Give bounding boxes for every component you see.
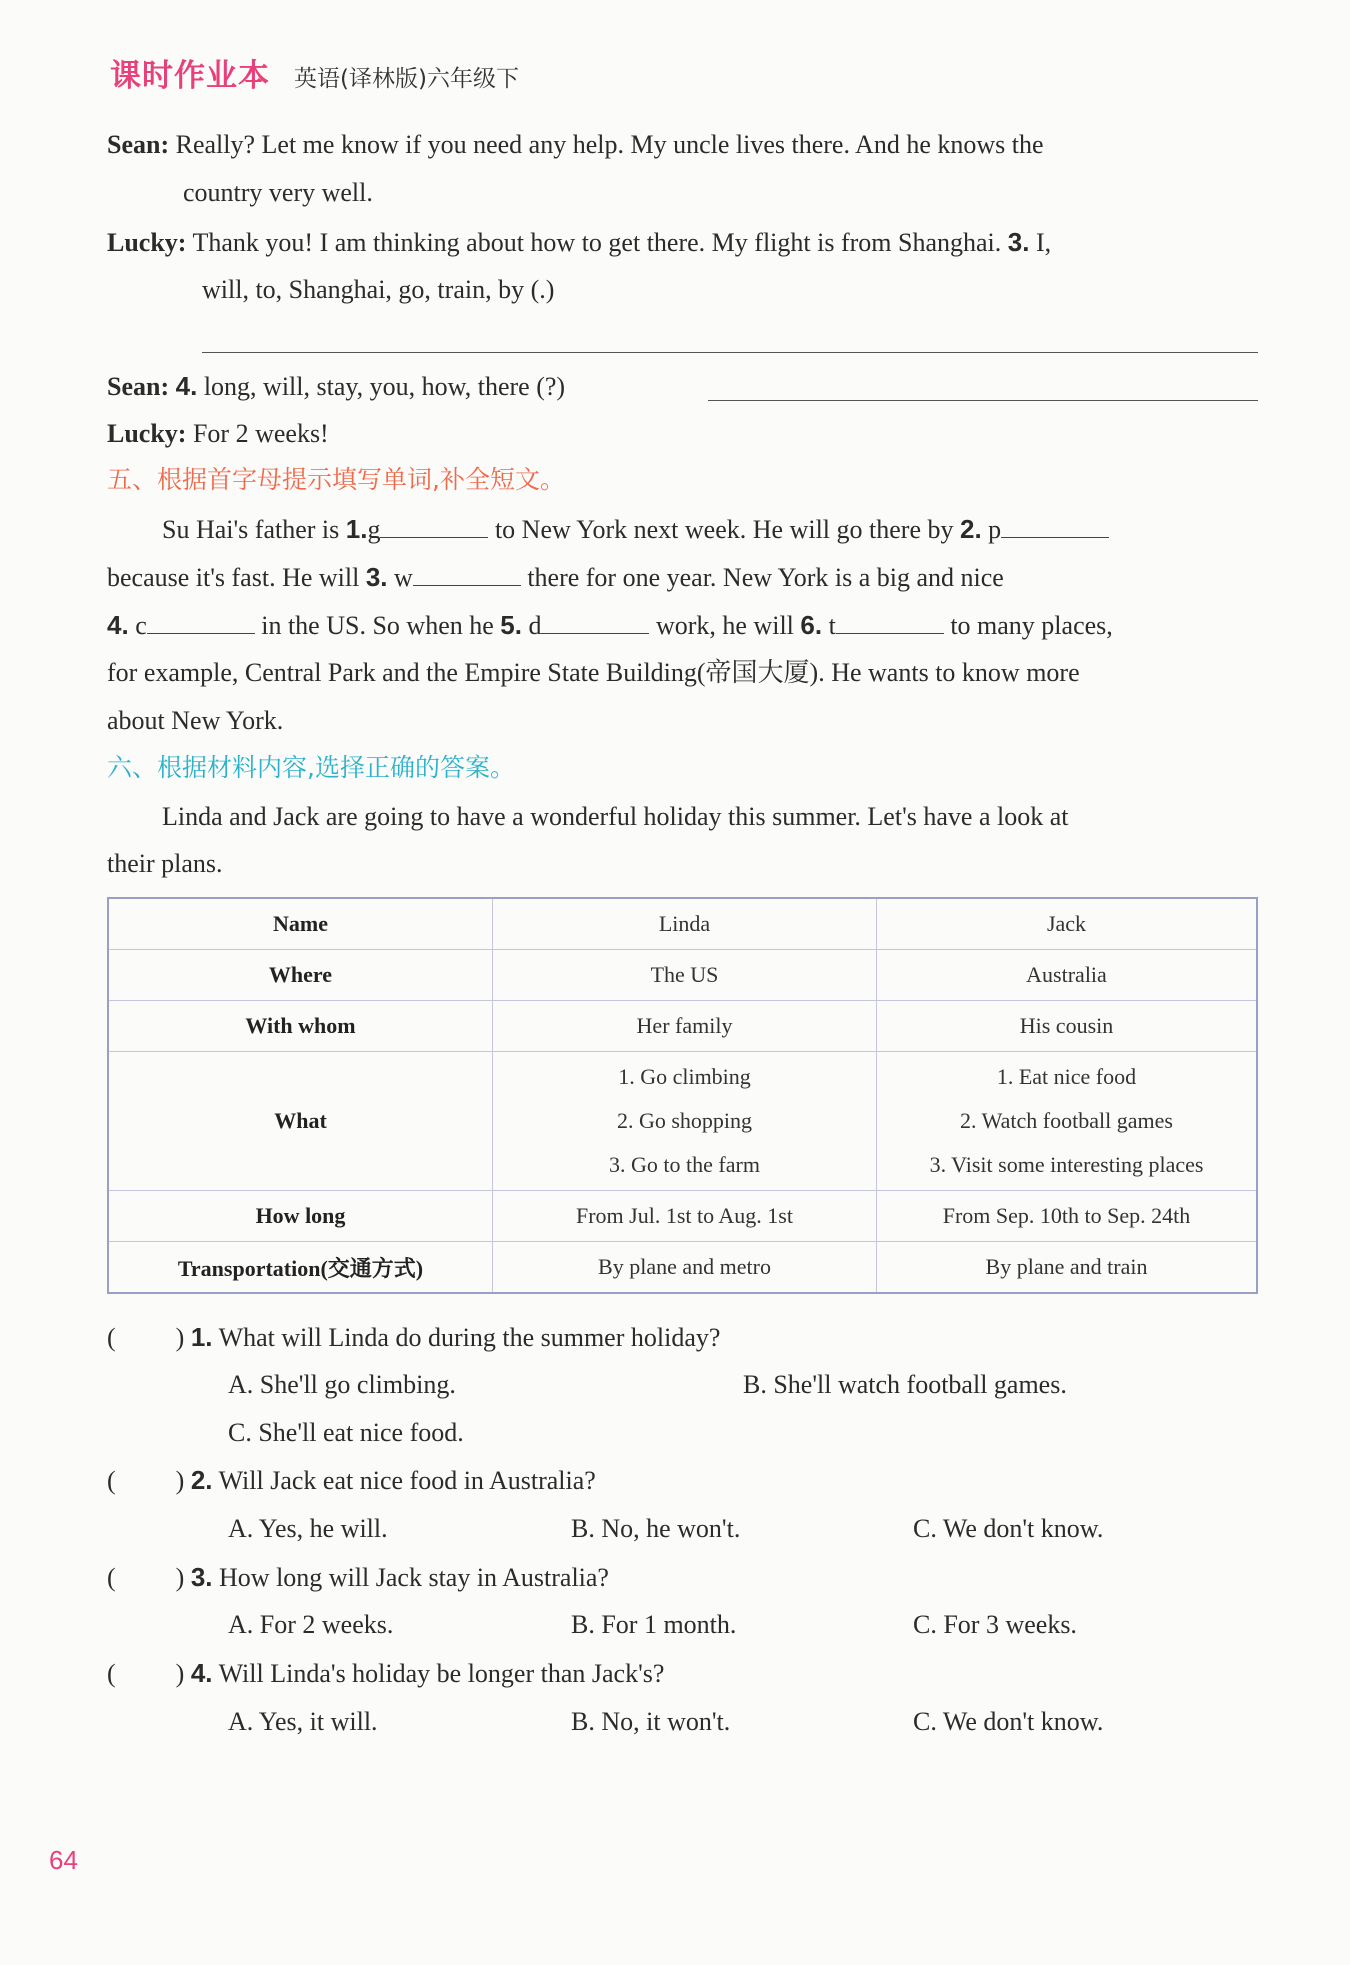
question-text: How long will Jack stay in Australia? xyxy=(219,1563,609,1592)
blank-input-5[interactable] xyxy=(541,611,649,634)
blank-letter: d xyxy=(528,611,542,640)
question-number: 1. xyxy=(190,1322,213,1352)
table-row xyxy=(108,1001,1257,1052)
table-row xyxy=(108,1191,1257,1242)
cell-linda-with-whom: Her family xyxy=(493,1001,877,1052)
table-row xyxy=(108,898,1257,950)
answer-paren-open[interactable]: ( xyxy=(107,1563,116,1592)
blank-input-1[interactable] xyxy=(380,515,488,538)
blank-letter: w xyxy=(394,563,413,592)
table-row xyxy=(108,950,1257,1001)
answer-line-3[interactable] xyxy=(202,352,1258,353)
question-text: What will Linda do during the summer holiday? xyxy=(218,1323,721,1352)
dialogue-line-3 xyxy=(107,369,565,404)
question-number: 3. xyxy=(190,1562,213,1592)
question-3 xyxy=(107,1560,609,1595)
option-a[interactable]: A. For 2 weeks. xyxy=(228,1610,394,1639)
blank-letter: c xyxy=(135,611,147,640)
option-b[interactable]: B. No, it won't. xyxy=(571,1707,731,1736)
blank-letter: t xyxy=(828,611,836,640)
cell-linda-name: Linda xyxy=(493,898,877,950)
list-item: 1. Eat nice food xyxy=(996,1064,1137,1089)
cell-jack-transportation: By plane and train xyxy=(877,1242,1258,1294)
option-c[interactable]: C. We don't know. xyxy=(913,1514,1104,1543)
answer-paren-close: ) xyxy=(175,1323,185,1352)
row-header-where: Where xyxy=(108,950,493,1001)
row-header-with-whom: With whom xyxy=(108,1001,493,1052)
cell-linda-where: The US xyxy=(493,950,877,1001)
option-c[interactable]: C. We don't know. xyxy=(913,1707,1104,1736)
blank-number: 2. xyxy=(959,514,982,544)
row-header-how-long: How long xyxy=(108,1191,493,1242)
dialogue-text: For 2 weeks! xyxy=(192,419,329,448)
dialogue-line-1-cont: country very well. xyxy=(183,178,373,207)
header-subtitle: 英语(译林版)六年级下 xyxy=(294,66,519,92)
section-6-title: 六、根据材料内容,选择正确的答案。 xyxy=(107,753,515,782)
answer-paren-open[interactable]: ( xyxy=(107,1466,116,1495)
row-header-transportation: Transportation(交通方式) xyxy=(108,1242,493,1294)
section-6-intro-2: their plans. xyxy=(107,849,223,878)
answer-paren-open[interactable]: ( xyxy=(107,1659,116,1688)
page-number: 64 xyxy=(49,1845,78,1875)
blank-number: 1. xyxy=(345,514,368,544)
table-row xyxy=(108,1242,1257,1294)
cell-linda-what xyxy=(493,1052,877,1191)
passage-text: to many places, xyxy=(950,611,1113,640)
dialogue-line-4 xyxy=(107,417,329,451)
cell-jack-how-long: From Sep. 10th to Sep. 24th xyxy=(877,1191,1258,1242)
dialogue-text-tail: I, xyxy=(1035,228,1052,257)
option-a[interactable]: A. Yes, he will. xyxy=(228,1514,388,1543)
list-item: 3. Visit some interesting places xyxy=(929,1152,1204,1177)
question-4 xyxy=(107,1656,664,1691)
speaker-sean: Sean: xyxy=(107,130,170,159)
cell-jack-what xyxy=(877,1052,1258,1191)
passage-text: Su Hai's father is xyxy=(162,515,340,544)
passage-line-5: about New York. xyxy=(107,706,284,735)
blank-letter: p xyxy=(988,515,1002,544)
question-number: 4. xyxy=(175,371,198,401)
cell-jack-with-whom: His cousin xyxy=(877,1001,1258,1052)
answer-paren-close: ) xyxy=(175,1659,185,1688)
dialogue-text: Really? Let me know if you need any help. My uncle lives there. And he knows the xyxy=(175,130,1044,159)
list-item: 3. Go to the farm xyxy=(609,1152,760,1177)
page-header xyxy=(110,50,519,100)
cell-jack-name: Jack xyxy=(877,898,1258,950)
answer-paren-close: ) xyxy=(175,1466,185,1495)
dialogue-text: long, will, stay, you, how, there (?) xyxy=(203,372,566,401)
blank-input-4[interactable] xyxy=(147,611,255,634)
blank-input-6[interactable] xyxy=(836,611,944,634)
passage-line-4: for example, Central Park and the Empire State Building(帝国大厦). He wants to know more xyxy=(107,658,1080,687)
passage-line-3 xyxy=(107,608,1113,643)
passage-text: in the US. So when he xyxy=(261,611,494,640)
section-6-intro-1: Linda and Jack are going to have a wonderful holiday this summer. Let's have a look at xyxy=(162,802,1069,831)
dialogue-line-2 xyxy=(107,225,1051,260)
passage-line-1 xyxy=(162,512,1109,547)
question-text: Will Linda's holiday be longer than Jack's? xyxy=(218,1659,665,1688)
question-text: Will Jack eat nice food in Australia? xyxy=(218,1466,596,1495)
blank-number: 4. xyxy=(107,610,129,640)
header-brand: 课时作业本 xyxy=(110,58,270,94)
question-number: 3. xyxy=(1007,227,1030,257)
option-b[interactable]: B. For 1 month. xyxy=(571,1610,737,1639)
option-b[interactable]: B. No, he won't. xyxy=(571,1514,741,1543)
blank-letter: g xyxy=(367,515,381,544)
section-5-title: 五、根据首字母提示填写单词,补全短文。 xyxy=(107,465,565,494)
blank-input-3[interactable] xyxy=(413,563,521,586)
answer-paren-open[interactable]: ( xyxy=(107,1323,116,1352)
option-c[interactable]: C. For 3 weeks. xyxy=(913,1610,1077,1639)
plans-table xyxy=(107,897,1258,1294)
dialogue-text: Thank you! I am thinking about how to get there. My flight is from Shanghai. xyxy=(192,228,1002,257)
dialogue-line-1 xyxy=(107,128,1044,162)
list-item: 2. Go shopping xyxy=(616,1108,753,1133)
option-b[interactable]: B. She'll watch football games. xyxy=(743,1370,1067,1399)
answer-line-4[interactable] xyxy=(708,400,1258,401)
question-number: 2. xyxy=(190,1465,213,1495)
speaker-lucky: Lucky: xyxy=(107,228,187,257)
option-c[interactable]: C. She'll eat nice food. xyxy=(228,1418,464,1447)
list-item: 2. Watch football games xyxy=(960,1108,1173,1133)
cell-linda-how-long: From Jul. 1st to Aug. 1st xyxy=(493,1191,877,1242)
blank-number: 3. xyxy=(365,562,388,592)
passage-text: work, he will xyxy=(655,611,794,640)
option-a[interactable]: A. Yes, it will. xyxy=(228,1707,378,1736)
row-header-what: What xyxy=(108,1052,493,1191)
option-a[interactable]: A. She'll go climbing. xyxy=(228,1370,456,1399)
speaker-sean: Sean: xyxy=(107,372,170,401)
question-1 xyxy=(107,1320,720,1355)
passage-text: there for one year. New York is a big and nice xyxy=(527,563,1004,592)
passage-text: to New York next week. He will go there by xyxy=(494,515,954,544)
blank-number: 5. xyxy=(500,610,522,640)
answer-paren-close: ) xyxy=(175,1563,185,1592)
list-item: 1. Go climbing xyxy=(618,1064,751,1089)
blank-number: 6. xyxy=(800,610,823,640)
cell-jack-where: Australia xyxy=(877,950,1258,1001)
passage-line-2 xyxy=(107,560,1004,595)
speaker-lucky: Lucky: xyxy=(107,419,187,448)
cell-linda-transportation: By plane and metro xyxy=(493,1242,877,1294)
passage-text: because it's fast. He will xyxy=(107,563,360,592)
question-number: 4. xyxy=(190,1658,213,1688)
row-header-name: Name xyxy=(108,898,493,950)
question-2 xyxy=(107,1463,596,1498)
table-row xyxy=(108,1052,1257,1191)
blank-input-2[interactable] xyxy=(1001,515,1109,538)
dialogue-line-2-cont: will, to, Shanghai, go, train, by (.) xyxy=(202,275,555,304)
